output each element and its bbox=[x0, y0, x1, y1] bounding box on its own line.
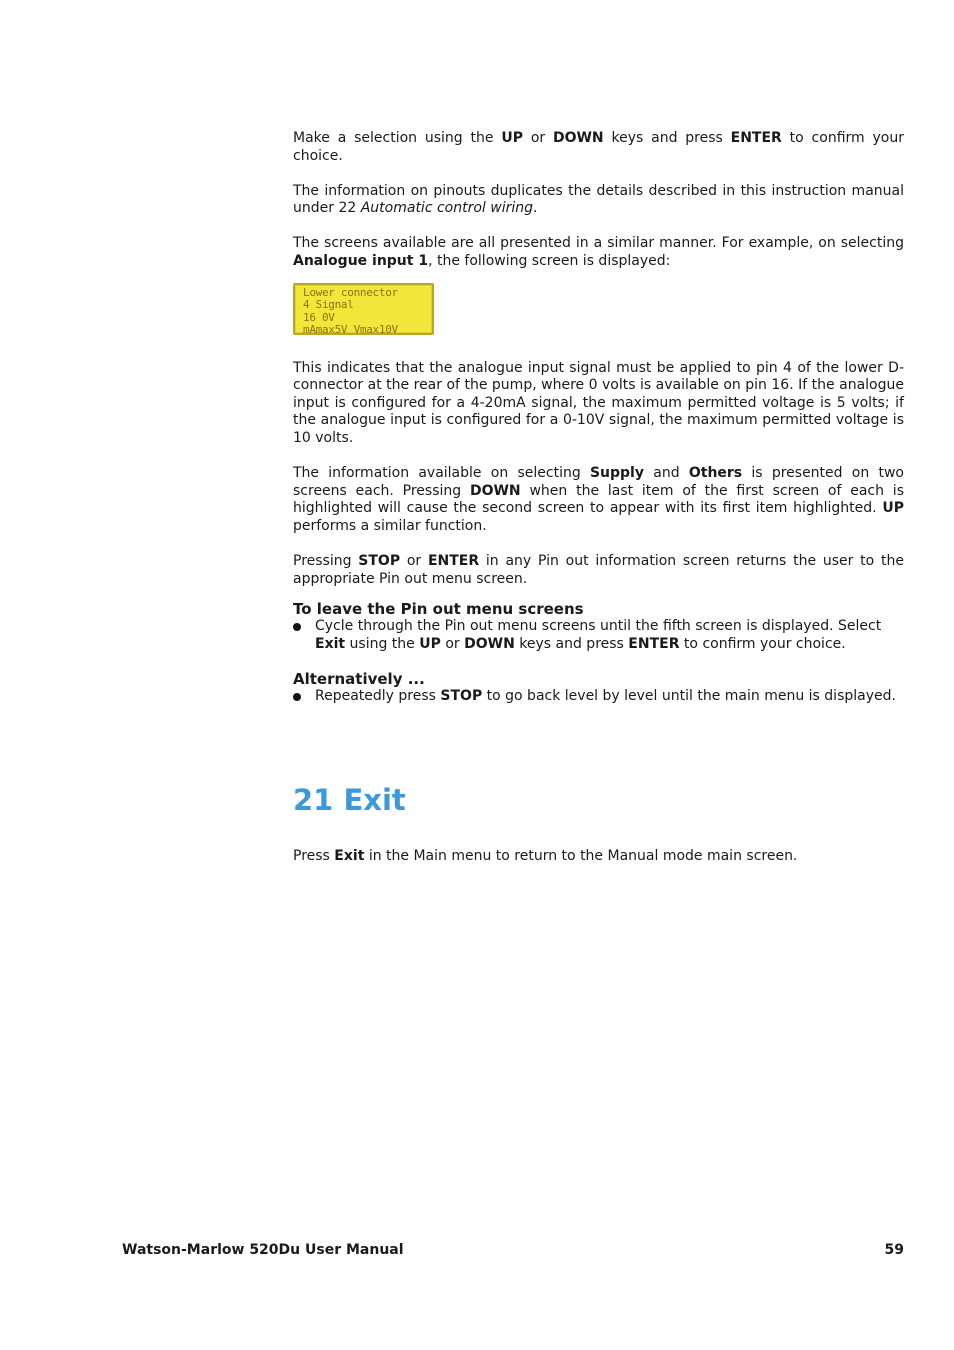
lcd-line: Lower connector bbox=[303, 285, 398, 299]
leave-bullet-list bbox=[293, 618, 904, 653]
heading-leave-pin-out: To leave the Pin out menu screens bbox=[293, 600, 584, 619]
paragraph-exit-instructions: Press Exit in the Main menu to return to the Manual mode main screen. bbox=[293, 847, 798, 864]
lcd-screen-image bbox=[293, 283, 434, 335]
list-item: Repeatedly press STOP to go back level by level until the main menu is displayed. bbox=[293, 688, 904, 706]
lcd-line: 4 Signal bbox=[303, 298, 354, 312]
paragraph-screens-info: The screens available are all presented in a similar manner. For example, on selecting Analogue input 1, the following screen is displayed: bbox=[293, 235, 904, 269]
paragraph-pinouts-info: The information on pinouts duplicates the details described in this instruction manual under 22 Automatic control wiring. bbox=[293, 182, 904, 217]
lcd-line: mAmax5V Vmax10V bbox=[303, 323, 398, 337]
alt-bullet-list bbox=[293, 688, 904, 706]
bullet-icon bbox=[293, 693, 301, 701]
page-footer bbox=[122, 1242, 904, 1259]
page-content bbox=[293, 130, 904, 883]
bullet-icon bbox=[293, 623, 301, 631]
paragraph-stop-enter: Pressing STOP or ENTER in any Pin out information screen returns the user to the appropriate Pin out menu screen. bbox=[293, 552, 904, 587]
list-item: Cycle through the Pin out menu screens until the fifth screen is displayed. Select Exit using the UP or DOWN keys and press ENTER to confirm your choice. bbox=[293, 618, 904, 653]
paragraph-supply-others: The information available on selecting Supply and Others is presented on two screens each. Pressing DOWN when the last item of the first screen of each is highlighted will cause the second screen to appear with its first item highlighted. UP performs a similar function. bbox=[293, 465, 904, 534]
paragraph-analogue-explanation: This indicates that the analogue input signal must be applied to pin 4 of the lower D-connector at the rear of the pump, where 0 volts is available on pin 16. If the analogue input is configured for a 4-20mA signal, the maximum permitted voltage is 5 volts; if the analogue input is configured for a 0-10V signal, the maximum permitted voltage is 10 volts. bbox=[293, 359, 904, 446]
section-title-exit: 21 Exit bbox=[293, 782, 406, 817]
paragraph-selection-instructions: Make a selection using the UP or DOWN keys and press ENTER to confirm your choice. bbox=[293, 130, 904, 164]
lcd-line: 16 0V bbox=[303, 310, 335, 324]
manual-title: Watson-Marlow 520Du User Manual bbox=[122, 1242, 404, 1258]
page-number: 59 bbox=[884, 1242, 904, 1258]
heading-alternatively: Alternatively ... bbox=[293, 670, 425, 689]
